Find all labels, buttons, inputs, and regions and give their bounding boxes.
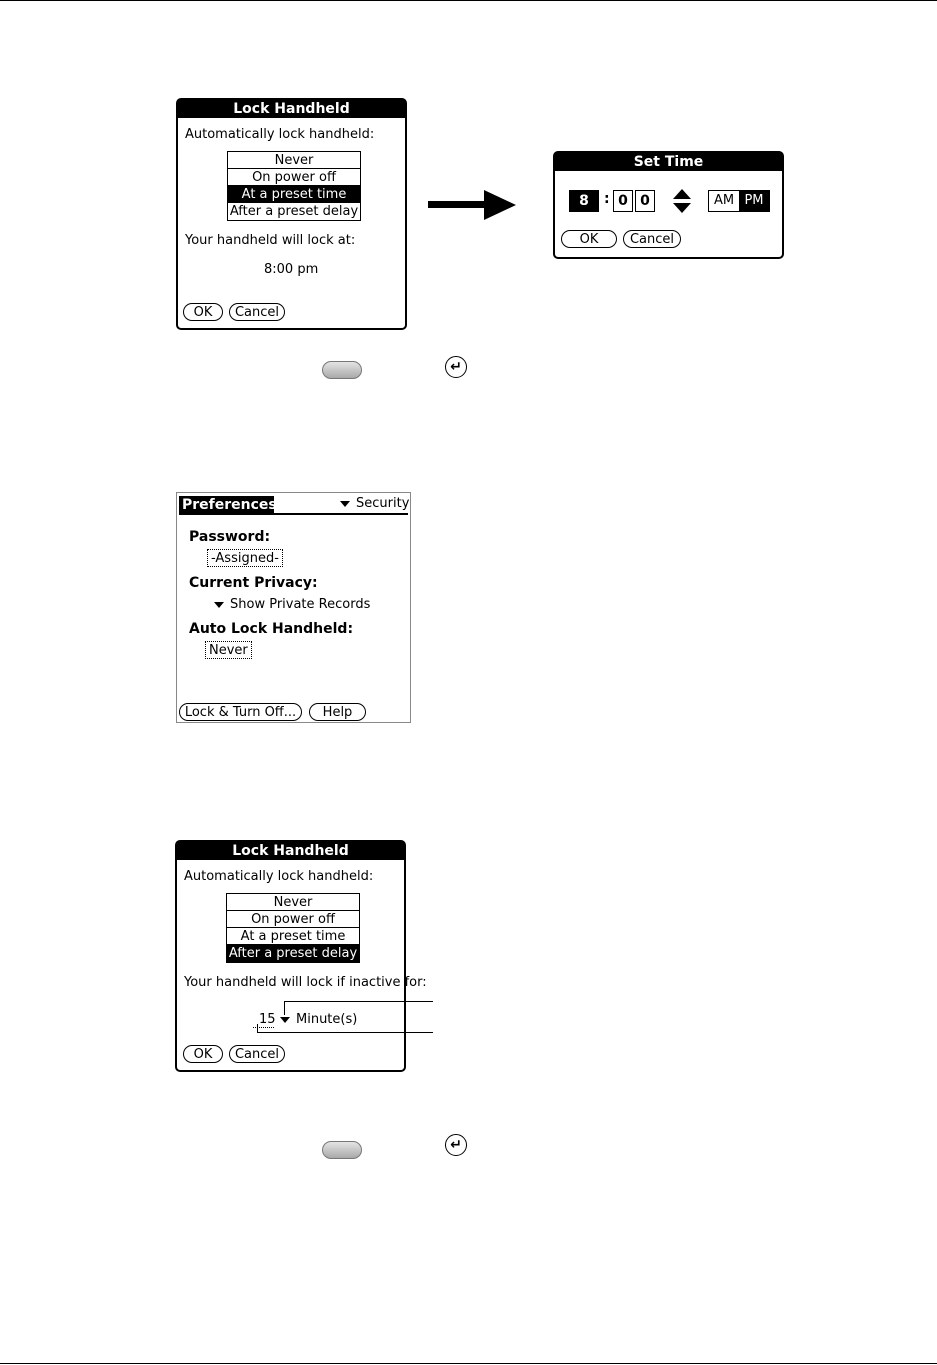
unit-value: Minute(s) <box>296 1012 358 1027</box>
help-button[interactable]: Help <box>309 703 366 721</box>
unit-dropdown[interactable] <box>280 1012 357 1027</box>
am-pm-selector <box>708 190 770 212</box>
auto-lock-label: Auto Lock Handheld: <box>189 621 354 637</box>
ok-button[interactable]: OK <box>183 1045 223 1063</box>
option-on-power-off[interactable]: On power off <box>227 911 359 928</box>
option-never[interactable]: Never <box>227 894 359 911</box>
delay-value-field[interactable]: 15 <box>253 1012 274 1028</box>
lock-turn-off-button[interactable]: Lock & Turn Off... <box>179 703 302 721</box>
option-at-preset-time[interactable]: At a preset time <box>227 928 359 945</box>
auto-lock-options-list <box>227 151 361 221</box>
time-separator: : <box>604 191 610 207</box>
current-privacy-label: Current Privacy: <box>189 575 318 591</box>
cancel-button[interactable]: Cancel <box>229 303 285 321</box>
set-time-cancel-button[interactable]: Cancel <box>623 230 681 248</box>
option-after-preset-delay[interactable]: After a preset delay <box>229 204 359 219</box>
dialog-title: Lock Handheld <box>178 100 405 118</box>
top-rule <box>0 0 937 1</box>
dialog-title: Lock Handheld <box>177 842 404 860</box>
category-dropdown[interactable] <box>340 496 409 511</box>
option-after-preset-delay[interactable]: After a preset delay <box>228 946 358 961</box>
auto-lock-label: Automatically lock handheld: <box>184 869 374 884</box>
minute-ones-field[interactable]: 0 <box>635 190 655 212</box>
hour-field[interactable]: 8 <box>569 190 599 212</box>
cancel-button[interactable]: Cancel <box>229 1045 285 1063</box>
set-time-title: Set Time <box>555 153 782 171</box>
auto-lock-options-list <box>226 893 360 963</box>
pm-option[interactable]: PM <box>739 191 769 211</box>
category-label: Security <box>356 496 410 511</box>
option-on-power-off[interactable]: On power off <box>228 169 360 186</box>
lock-at-label: Your handheld will lock at: <box>185 233 356 248</box>
right-arrow-icon <box>428 188 518 222</box>
bottom-rule <box>0 1363 937 1364</box>
inactive-label: Your handheld will lock if inactive for: <box>184 975 427 990</box>
option-at-preset-time[interactable]: At a preset time <box>228 186 360 203</box>
privacy-dropdown[interactable] <box>214 597 370 612</box>
dropdown-triangle-icon <box>280 1017 290 1023</box>
callout-line-unit <box>284 1001 433 1002</box>
title-underline <box>179 513 408 515</box>
set-time-ok-button[interactable]: OK <box>561 230 617 248</box>
lock-handheld-dialog-delay <box>175 840 427 1072</box>
preferences-title-tab: Preferences <box>179 496 274 514</box>
callout-line-value-vertical <box>257 1024 258 1033</box>
callout-line-unit-vertical <box>284 1001 285 1015</box>
callout-line-value <box>257 1032 433 1033</box>
minute-tens-field[interactable]: 0 <box>613 190 633 212</box>
dropdown-triangle-icon <box>340 501 350 507</box>
enter-icon: ↵ <box>445 356 467 378</box>
ok-button[interactable]: OK <box>183 303 223 321</box>
password-field[interactable]: -Assigned- <box>207 549 283 567</box>
preferences-screen <box>176 492 411 723</box>
set-time-dialog <box>553 151 784 259</box>
option-never[interactable]: Never <box>228 152 360 169</box>
privacy-value: Show Private Records <box>230 597 371 612</box>
auto-lock-label: Automatically lock handheld: <box>185 127 375 142</box>
lock-time-value[interactable]: 8:00 pm <box>264 262 319 277</box>
scroll-hardware-button <box>322 361 362 379</box>
enter-icon: ↵ <box>445 1134 467 1156</box>
scroll-hardware-button <box>322 1141 362 1159</box>
lock-handheld-dialog-time <box>176 98 407 330</box>
am-option[interactable]: AM <box>713 193 735 208</box>
password-label: Password: <box>189 529 271 545</box>
dropdown-triangle-icon <box>214 602 224 608</box>
up-down-arrows-icon[interactable] <box>672 188 692 214</box>
auto-lock-field[interactable]: Never <box>205 641 252 659</box>
